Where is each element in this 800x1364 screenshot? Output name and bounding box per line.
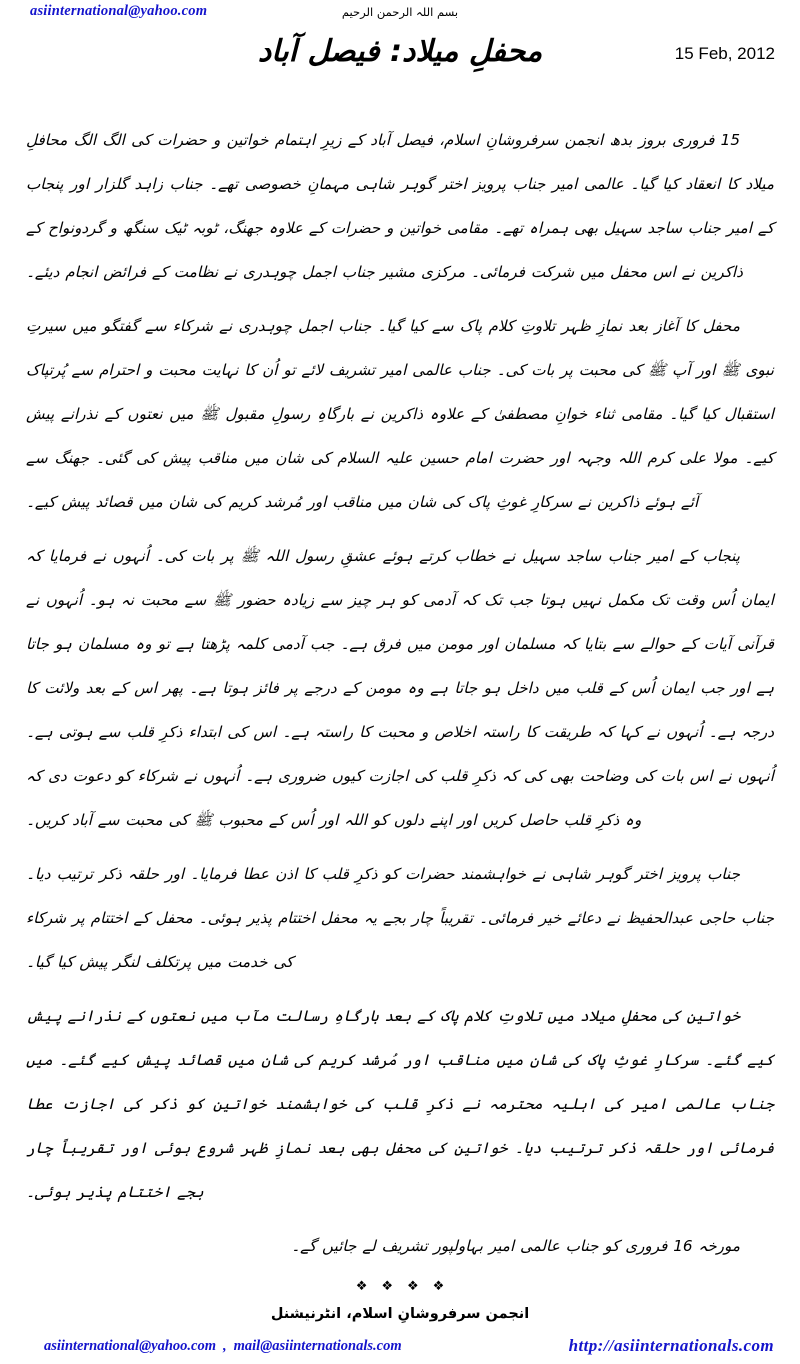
article-paragraph: 15 فروری بروز بدھ انجمن سرفروشانِ اسلام، فیصل آباد کے زیرِ اہتمام خواتین و حضرات کی الگ الگ محافلِ میلاد کا انعقاد کیا گیا۔ عالمی امیر جناب پرویز اختر گوہر شاہی مہمانِ خصوصی تھے۔ جناب زاہد گلزار اور پنجاب کے امیر جناب ساجد سہیل بھی ہمراہ تھے۔ مقامی خواتین و حضرات کے علاوہ جھنگ، ٹوبہ ٹیک سنگھ و گردونواح کے ذاکرین نے اس محفل میں شرکت فرمائی۔ مرکزی مشیر جناب اجمل چوہدری نے نظامت کے فرائض انجام دیئے۔ — [26, 131, 774, 281]
article-paragraph: خواتین کی محفلِ میلاد میں تلاوتِ کلام پاک کے بعد بارگاہِ رسالت مآب میں نعتوں کے نذرانے پیش کیے گئے۔ سرکارِ غوثِ پاک کی شان میں مناقب اور مُرشد کریم کی شان میں قصائد پیش کیے گئے۔ میں جناب عالمی امیر کی اہلیہ محترمہ نے ذکرِ قلب کی خواہشمند خواتین کو ذکر کی اجازت عطا فرمائی اور حلقہ ذکر ترتیب دیا۔ خواتین کی محفل بھی بعد نمازِ ظہر شروع ہوئی اور تقریباً چار بجے اختتام پذیر ہوئی۔ — [26, 1007, 774, 1201]
footer-website-link[interactable]: http://asiinternationals.com — [568, 1336, 774, 1355]
page-title: محفلِ میلاد: فیصل آباد — [257, 34, 543, 69]
footer-email-group — [44, 1338, 402, 1355]
diamond-icon: ❖ — [432, 1279, 445, 1294]
footer-email-primary[interactable]: asiinternational@yahoo.com — [44, 1338, 216, 1354]
footer-email-separator: , — [223, 1338, 227, 1354]
document-footer — [0, 1300, 800, 1364]
article-paragraph: پنجاب کے امیر جناب ساجد سہیل نے خطاب کرتے ہوئے عشقِ رسول اللہ ﷺ پر بات کی۔ اُنہوں نے فرمایا کہ ایمان اُس وقت تک مکمل نہیں ہوتا جب تک کہ آدمی کو ہر چیز سے زیادہ حضور ﷺ سے محبت نہ ہو۔ اُنہوں نے قرآنی آیات کے حوالے سے بتایا کہ مسلمان اور مومن میں فرق ہے۔ جب آدمی کلمہ پڑھتا ہے تو وہ مسلمان ہو جاتا ہے اور جب ایمان اُس کے قلب میں داخل ہو جاتا ہے وہ مومن کے درجے پر فائز ہوتا ہے۔ پھر اس کے بعد ولائت کا درجہ ہے۔ اُنہوں نے کہا کہ طریقت کا راستہ اخلاص و محبت کا راستہ ہے۔ اس کی ابتداء ذکرِ قلب سے ہوتی ہے۔ اُنہوں نے اس بات کی وضاحت بھی کی کہ ذکرِ قلب کی اجازت کیوں ضروری ہے۔ اُنہوں نے شرکاء کو دعوت دی کہ وہ ذکرِ قلب حاصل کریں اور اپنے دلوں کو اللہ اور اُس کے محبوب ﷺ کی محبت سے آباد کریں۔ — [26, 547, 774, 829]
bismillah-text: بسم اللہ الرحمن الرحیم — [341, 5, 459, 19]
article-body — [0, 118, 800, 1268]
article-paragraph: مورخہ 16 فروری کو جناب عالمی امیر بہاولپور تشریف لے جائیں گے۔ — [291, 1237, 740, 1255]
divider-ornament — [0, 1278, 800, 1294]
diamond-icon: ❖ — [355, 1279, 368, 1294]
article-paragraph: محفل کا آغاز بعد نمازِ ظہر تلاوتِ کلام پاک سے کیا گیا۔ جناب اجمل چوہدری نے شرکاء سے گفتگو میں سیرتِ نبوی ﷺ اور آپ ﷺ کی محبت پر بات کی۔ جناب عالمی امیر تشریف لائے تو اُن کا نہایت محبت و احترام سے پُرتپاک استقبال کیا گیا۔ مقامی ثناء خوانِ مصطفیٰ کے علاوہ ذاکرین نے بارگاہِ رسولِ مقبول ﷺ میں نعتوں کے نذرانے پیش کیے۔ مولا علی کرم اللہ وجہہ اور حضرت امام حسین علیہ السلام کی شان میں مناقب پیش کی گئی۔ جھنگ سے آئے ہوئے ذاکرین نے سرکارِ غوثِ پاک کی شان میں مناقب اور مُرشد کریم کی شان میں قصائد پیش کیے۔ — [26, 317, 774, 511]
organization-name: انجمن سرفروشانِ اسلام، انٹرنیشنل — [270, 1306, 530, 1322]
diamond-icon: ❖ — [407, 1279, 419, 1294]
document-header — [0, 0, 800, 118]
publication-date: 15 Feb, 2012 — [674, 44, 775, 63]
footer-email-secondary[interactable]: mail@asiinternationals.com — [233, 1338, 402, 1354]
diamond-icon: ❖ — [381, 1279, 393, 1294]
article-paragraph: جناب پرویز اختر گوہر شاہی نے خواہشمند حضرات کو ذکرِ قلب کا اذن عطا فرمایا۔ اور حلقہ ذکر ترتیب دیا۔ جناب حاجی عبدالحفیظ نے دعائے خیر فرمائی۔ تقریباً چار بجے یہ محفل اختتام پذیر ہوئی۔ محفل کے اختتام پر شرکاء کی خدمت میں پرتکلف لنگر پیش کیا گیا۔ — [26, 865, 774, 971]
header-email-link[interactable]: asiinternational@yahoo.com — [30, 3, 208, 19]
footer-contact-row — [0, 1338, 800, 1364]
